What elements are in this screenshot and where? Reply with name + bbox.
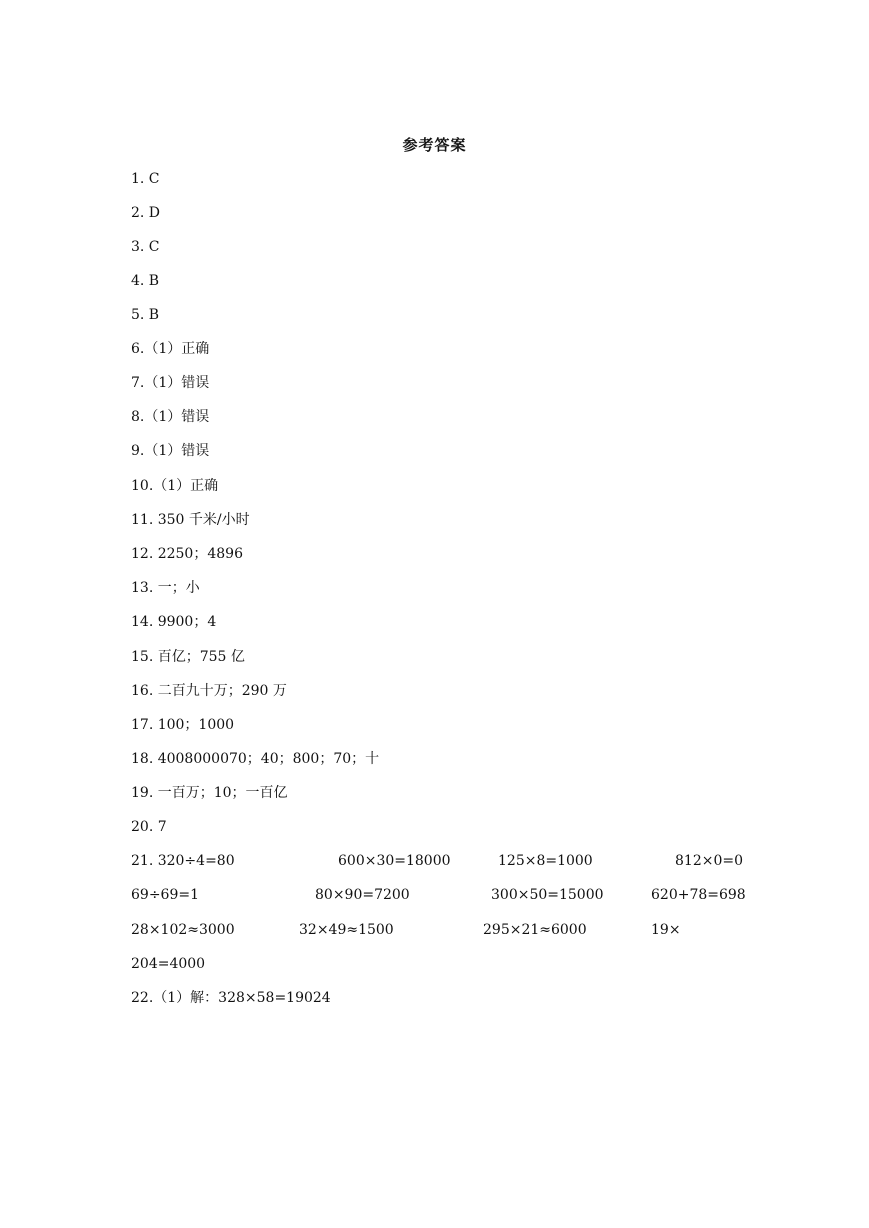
q21-r3-c1: 28×102≈3000	[131, 922, 235, 938]
answer-11: 11. 350 千米/小时	[131, 512, 250, 528]
answer-12: 12. 2250；4896	[131, 546, 243, 562]
q21-r3-c2: 32×49≈1500	[299, 922, 394, 938]
answer-5: 5. B	[131, 307, 160, 323]
page-title: 参考答案	[402, 136, 467, 154]
q21-r2-c3: 300×50=15000	[491, 887, 604, 903]
answer-10: 10.（1）正确	[131, 478, 219, 494]
answer-8: 8.（1）错误	[131, 409, 210, 425]
answer-6: 6.（1）正确	[131, 341, 210, 357]
answer-19: 19. 一百万；10；一百亿	[131, 785, 288, 801]
q21-r4: 204=4000	[131, 956, 206, 972]
q21-r3-c4: 19×	[651, 922, 681, 938]
q21-r3-c3: 295×21≈6000	[483, 922, 587, 938]
answer-13: 13. 一；小	[131, 580, 200, 596]
q21-r2-c2: 80×90=7200	[315, 887, 410, 903]
q21-r1-c3: 125×8=1000	[498, 853, 593, 869]
q21-r2-c1: 69÷69=1	[131, 887, 199, 903]
answer-1: 1. C	[131, 171, 160, 187]
q21-r1-c1: 21. 320÷4=80	[131, 853, 235, 869]
answer-14: 14. 9900；4	[131, 614, 217, 630]
answer-16: 16. 二百九十万；290 万	[131, 683, 287, 699]
answer-22: 22.（1）解：328×58=19024	[131, 990, 331, 1006]
answer-17: 17. 100；1000	[131, 717, 235, 733]
answer-15: 15. 百亿；755 亿	[131, 649, 245, 665]
answer-2: 2. D	[131, 205, 161, 221]
q21-r1-c4: 812×0=0	[675, 853, 743, 869]
answer-20: 20. 7	[131, 819, 167, 835]
answer-3: 3. C	[131, 239, 160, 255]
answer-18: 18. 4008000070；40；800；70；十	[131, 751, 380, 767]
q21-r2-c4: 620+78=698	[651, 887, 746, 903]
answer-4: 4. B	[131, 273, 160, 289]
answer-9: 9.（1）错误	[131, 443, 210, 459]
answer-7: 7.（1）错误	[131, 375, 210, 391]
q21-r1-c2: 600×30=18000	[338, 853, 451, 869]
